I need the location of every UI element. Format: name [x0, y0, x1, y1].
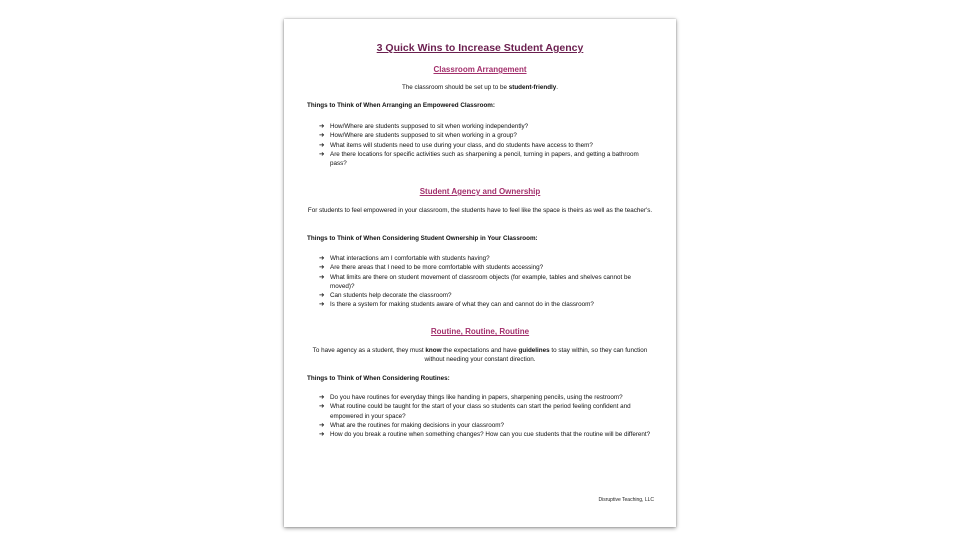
arrow-bullet-icon: ➔ [319, 272, 325, 281]
list-item: ➔ Are there areas that I need to be more comfortable with students accessing? [319, 263, 544, 272]
things-heading: Things to Think of When Considering Student Ownership in Your Classroom: [307, 235, 538, 242]
arrow-bullet-icon: ➔ [319, 263, 325, 272]
list-item: ➔ Is there a system for making students aware of what they can and cannot do in the classroom? [319, 300, 594, 309]
arrow-bullet-icon: ➔ [319, 402, 325, 411]
list-item: ➔ Are there locations for specific activities such as sharpening a pencil, turning in papers, and getting a bathroom pass? [319, 149, 639, 168]
bullet-list [319, 393, 652, 439]
bullet-list [319, 254, 652, 310]
footer-credit: Disruptive Teaching, LLC [598, 497, 654, 503]
arrow-bullet-icon: ➔ [319, 140, 325, 149]
list-item: ➔ What limits are there on student movement of classroom objects (for example, tables and shelves cannot be moved)? [319, 272, 631, 290]
list-item: ➔ Do you have routines for everyday things like handing in papers, sharpening pencils, using the restroom? [319, 393, 623, 401]
arrow-bullet-icon: ➔ [319, 300, 325, 309]
bullet-list [319, 122, 652, 168]
list-item: ➔ How/Where are students supposed to sit when working independently? [319, 122, 529, 130]
section-heading-student-agency: Student Agency and Ownership [419, 187, 541, 196]
things-heading: Things to Think of When Arranging an Empowered Classroom: [307, 102, 495, 109]
document-title: 3 Quick Wins to Increase Student Agency [376, 42, 584, 54]
arrow-bullet-icon: ➔ [319, 291, 325, 300]
arrow-bullet-icon: ➔ [319, 393, 325, 401]
list-item: ➔ What items will students need to use during your class, and do students have access to them? [319, 140, 593, 149]
list-item: ➔ How/Where are students supposed to sit when working in a group? [319, 131, 517, 140]
list-item: ➔ What are the routines for making decisions in your classroom? [319, 420, 504, 429]
arrow-bullet-icon: ➔ [319, 254, 325, 262]
arrow-bullet-icon: ➔ [319, 430, 325, 439]
arrow-bullet-icon: ➔ [319, 131, 325, 140]
list-item: ➔ What routine could be taught for the start of your class so students can start the period feeling confident and empowered in your space? [319, 402, 631, 420]
list-item: ➔ Can students help decorate the classroom? [319, 291, 452, 300]
list-item: ➔ How do you break a routine when something changes? How can you cue students that the routine will be different? [319, 430, 651, 439]
arrow-bullet-icon: ➔ [319, 420, 325, 429]
section-intro: To have agency as a student, they must know the expectations and have guidelines to stay within, so they can function without needing your constant direction. [312, 347, 648, 364]
section-heading-classroom-arrangement: Classroom Arrangement [433, 65, 527, 74]
section-heading-routine: Routine, Routine, Routine [430, 327, 530, 336]
things-heading: Things to Think of When Considering Routines: [307, 375, 450, 382]
list-item: ➔ What interactions am I comfortable with students having? [319, 254, 490, 262]
arrow-bullet-icon: ➔ [319, 149, 325, 158]
document-page [284, 19, 676, 527]
section-intro: For students to feel empowered in your classroom, the students have to feel like the space is theirs as well as the teacher's. [307, 207, 653, 214]
section-intro: The classroom should be set up to be student-friendly. [401, 84, 559, 91]
arrow-bullet-icon: ➔ [319, 122, 325, 130]
